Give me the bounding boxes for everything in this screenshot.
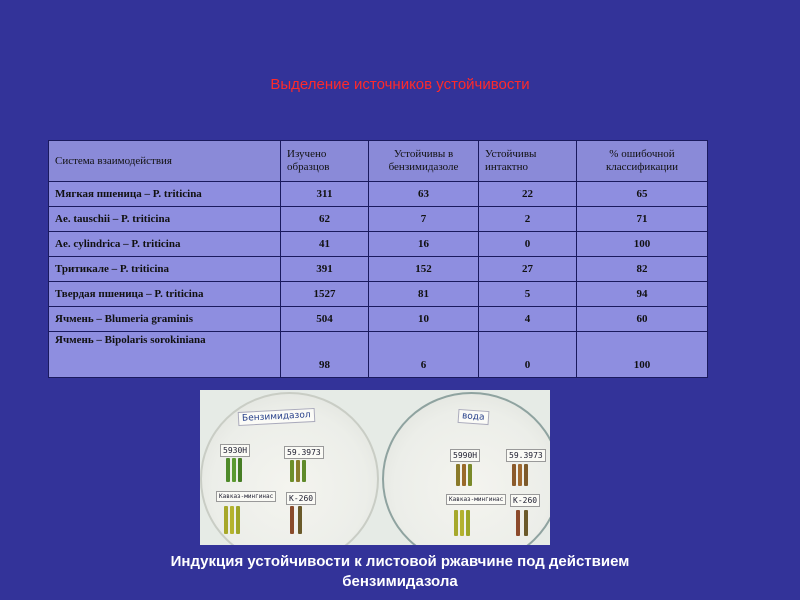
sample-tag: 59.3973 [284, 446, 324, 459]
dish-label-water: вода [458, 409, 489, 425]
table-row [49, 207, 708, 232]
leaf-segment [468, 464, 472, 486]
cell-error-percent: 60 [577, 307, 708, 332]
leaf-segment [454, 510, 458, 536]
header-resistant-intact: Устойчивы интактно [479, 141, 577, 182]
leaf-segment [290, 460, 294, 482]
cell-resistant-benzimidazole: 16 [369, 232, 479, 257]
leaf-segment [290, 506, 294, 534]
caption-line-2: бензимидазола [342, 573, 458, 590]
leaf-segment [230, 506, 234, 534]
leaf-segment [226, 458, 230, 482]
petri-dish-photo [200, 390, 550, 545]
table-row [49, 282, 708, 307]
cell-error-percent: 94 [577, 282, 708, 307]
resistance-table [48, 140, 708, 378]
petri-dish-benzimidazole [200, 392, 379, 545]
cell-resistant-benzimidazole: 152 [369, 257, 479, 282]
leaf-segment [302, 460, 306, 482]
cell-error-percent: 71 [577, 207, 708, 232]
cell-resistant-intact: 0 [479, 232, 577, 257]
table-row [49, 332, 708, 378]
header-studied: Изучено образцов [281, 141, 369, 182]
leaf-segment [224, 506, 228, 534]
sample-tag: 5930Н [220, 444, 250, 457]
cell-system: Тритикале – P. triticina [49, 257, 281, 282]
petri-dish-water [382, 392, 550, 545]
cell-error-percent: 100 [577, 232, 708, 257]
leaf-segment [462, 464, 466, 486]
cell-system: Ячмень – Bipolaris sorokiniana [49, 332, 281, 378]
cell-resistant-benzimidazole: 63 [369, 182, 479, 207]
leaf-segment [518, 464, 522, 486]
leaf-segment [516, 510, 520, 536]
cell-studied: 504 [281, 307, 369, 332]
leaf-segment [524, 464, 528, 486]
cell-resistant-benzimidazole: 81 [369, 282, 479, 307]
header-system: Система взаимодействия [49, 141, 281, 182]
cell-studied: 391 [281, 257, 369, 282]
table-header-row [49, 141, 708, 182]
leaf-segment [236, 506, 240, 534]
leaf-segment [238, 458, 242, 482]
leaf-segment [466, 510, 470, 536]
sample-tag: К-260 [510, 494, 540, 507]
header-error-percent: % ошибочной классификации [577, 141, 708, 182]
cell-error-percent: 82 [577, 257, 708, 282]
header-resistant-benzimidazole: Устойчивы в бензимидазоле [369, 141, 479, 182]
cell-resistant-benzimidazole: 7 [369, 207, 479, 232]
cell-resistant-intact: 22 [479, 182, 577, 207]
cell-resistant-intact: 2 [479, 207, 577, 232]
table-row [49, 182, 708, 207]
cell-system: Ae. tauschii – P. triticina [49, 207, 281, 232]
leaf-segment [298, 506, 302, 534]
cell-studied: 62 [281, 207, 369, 232]
sample-tag: К-260 [286, 492, 316, 505]
table-row [49, 307, 708, 332]
cell-resistant-benzimidazole: 10 [369, 307, 479, 332]
cell-resistant-intact: 27 [479, 257, 577, 282]
cell-system: Твердая пшеница – P. triticina [49, 282, 281, 307]
caption-line-1: Индукция устойчивости к листовой ржавчине под действием [170, 553, 630, 570]
dish-label-benzimidazole: Бензимидазол [238, 408, 315, 426]
cell-error-percent: 65 [577, 182, 708, 207]
sample-tag: 5990Н [450, 449, 480, 462]
leaf-segment [524, 510, 528, 536]
cell-system: Мягкая пшеница – P. triticina [49, 182, 281, 207]
slide-caption [0, 552, 800, 592]
cell-studied: 1527 [281, 282, 369, 307]
table-row [49, 257, 708, 282]
cell-system: Ячмень – Blumeria graminis [49, 307, 281, 332]
leaf-segment [296, 460, 300, 482]
table-row [49, 232, 708, 257]
leaf-segment [232, 458, 236, 482]
leaf-segment [456, 464, 460, 486]
slide-title: Выделение источников устойчивости [270, 76, 530, 93]
cell-error-percent: 100 [577, 332, 708, 378]
cell-studied: 98 [281, 332, 369, 378]
cell-resistant-intact: 0 [479, 332, 577, 378]
cell-system: Ae. cylindrica – P. triticina [49, 232, 281, 257]
cell-resistant-intact: 4 [479, 307, 577, 332]
leaf-segment [512, 464, 516, 486]
cell-studied: 41 [281, 232, 369, 257]
sample-tag: 59.3973 [506, 449, 546, 462]
leaf-segment [460, 510, 464, 536]
cell-resistant-intact: 5 [479, 282, 577, 307]
cell-resistant-benzimidazole: 6 [369, 332, 479, 378]
cell-studied: 311 [281, 182, 369, 207]
sample-tag: Кавказ-мингинас [446, 494, 506, 505]
sample-tag: Кавказ-мингинас [216, 491, 276, 502]
